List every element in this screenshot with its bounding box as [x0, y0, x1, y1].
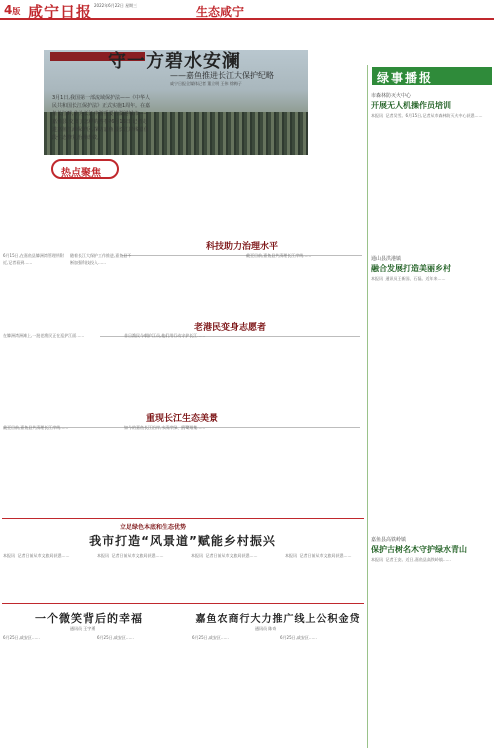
news2-title: 我市打造“风景道”赋能乡村振兴	[89, 534, 276, 548]
news4-byline: 通讯员 陈奇	[255, 626, 277, 631]
body-col: 本报讯 记者日前从市文旅局获悉……	[191, 553, 258, 558]
green-item-source: 嘉鱼县高铁岭镇	[371, 537, 407, 543]
green-item-body: 本报讯 记者王安。近日,嘉鱼县高铁岭镇……	[371, 557, 451, 562]
section-head-tech: 科技助力治理水平	[122, 239, 362, 256]
lead-paragraph: 3月1日,我国第一部流域保护法——《中华人民共和国长江保护法》正式实施1周年。在嘉鱼长江畔,作为长江中游重要的湖港城市——嘉鱼县,交出了怎样的答卷?6月15日,记者走进嘉鱼江滩保护区,探访嘉鱼县长江岸线嘉鱼段生态修复治理成效。	[52, 95, 151, 141]
green-item-headline: 融合发展打造美丽乡村	[371, 264, 451, 273]
green-item-headline: 保护古树名木守护绿水青山	[371, 545, 467, 554]
divider	[2, 603, 364, 604]
masthead: 咸宁日报	[28, 3, 93, 21]
body-col: 本报讯 记者日前从市文旅局获悉……	[97, 553, 164, 558]
divider	[2, 518, 364, 519]
body-col: 6月25日,咸安区……	[192, 635, 229, 640]
body-col: 随着长江大保护工作推进,嘉鱼县不断加强科技投入……	[70, 253, 132, 265]
body-col: 在簰洲湾洲滩上,一批老渔民正在巡护江面……	[3, 333, 85, 338]
body-col: 本报讯 记者日前从市文旅局获悉……	[285, 553, 352, 558]
body-col: 6月15日,在嘉鱼县簰洲湾管理所附近,记者看到……	[3, 253, 64, 265]
body-col: 截至目前,嘉鱼县共清理长江岸线……	[3, 425, 69, 430]
news3-byline: 通讯员 王宇勇	[70, 626, 96, 631]
page-number: 4版	[4, 3, 21, 17]
green-news-title: 绿事播报	[372, 67, 492, 85]
hot-focus-badge	[51, 159, 119, 179]
green-item-body: 本报讯 通讯员王新国、石磊。近年来……	[371, 276, 446, 281]
news3-title: 一个微笑背后的幸福	[35, 612, 143, 625]
body-col: 6月25日,咸安区……	[280, 635, 317, 640]
dateline: 2022年6月22日 星期三	[94, 3, 138, 8]
page-header	[0, 0, 494, 20]
body-col: 截至目前,嘉鱼县共清理长江岸线……	[246, 253, 312, 258]
green-item-body: 本报讯 记者吴雪。6月15日,记者从市森林防灭火中心获悉……	[371, 113, 483, 118]
section-head-scenery: 重现长江生态美景	[4, 411, 360, 428]
body-col: 6月25日,咸安区……	[97, 635, 134, 640]
article-byline: 咸宁日报全媒体记者 董立明 王伟 徐梅子	[170, 81, 242, 86]
news4-title: 嘉鱼农商行大力推广线上公积金贷	[195, 614, 361, 625]
article-title: 守一方碧水安澜	[108, 51, 241, 72]
body-col: 如今的嘉鱼长江沿岸,水清岸绿、鸥鹭翔集……	[124, 425, 206, 430]
section-head-volunteer: 老港民变身志愿者	[100, 320, 360, 337]
green-item-source: 通山县洪港镇	[371, 256, 402, 262]
body-col: 昔日渔民今朝护江员,他们用行动守护长江……	[124, 333, 206, 338]
article-subtitle: ——嘉鱼推进长江大保护纪略	[170, 71, 274, 80]
green-item-headline: 开展无人机操作员培训	[371, 101, 451, 110]
body-col: 本报讯 记者日前从市文旅局获悉……	[3, 553, 70, 558]
hot-focus-label: 热点聚焦	[61, 168, 101, 179]
main-column	[0, 22, 365, 748]
section-name: 生态咸宁	[196, 5, 245, 19]
body-col: 6月25日,咸安区……	[3, 635, 40, 640]
green-item-source: 市森林防灭火中心	[371, 93, 412, 99]
news2-kicker: 立足绿色本底和生态优势	[120, 524, 187, 531]
